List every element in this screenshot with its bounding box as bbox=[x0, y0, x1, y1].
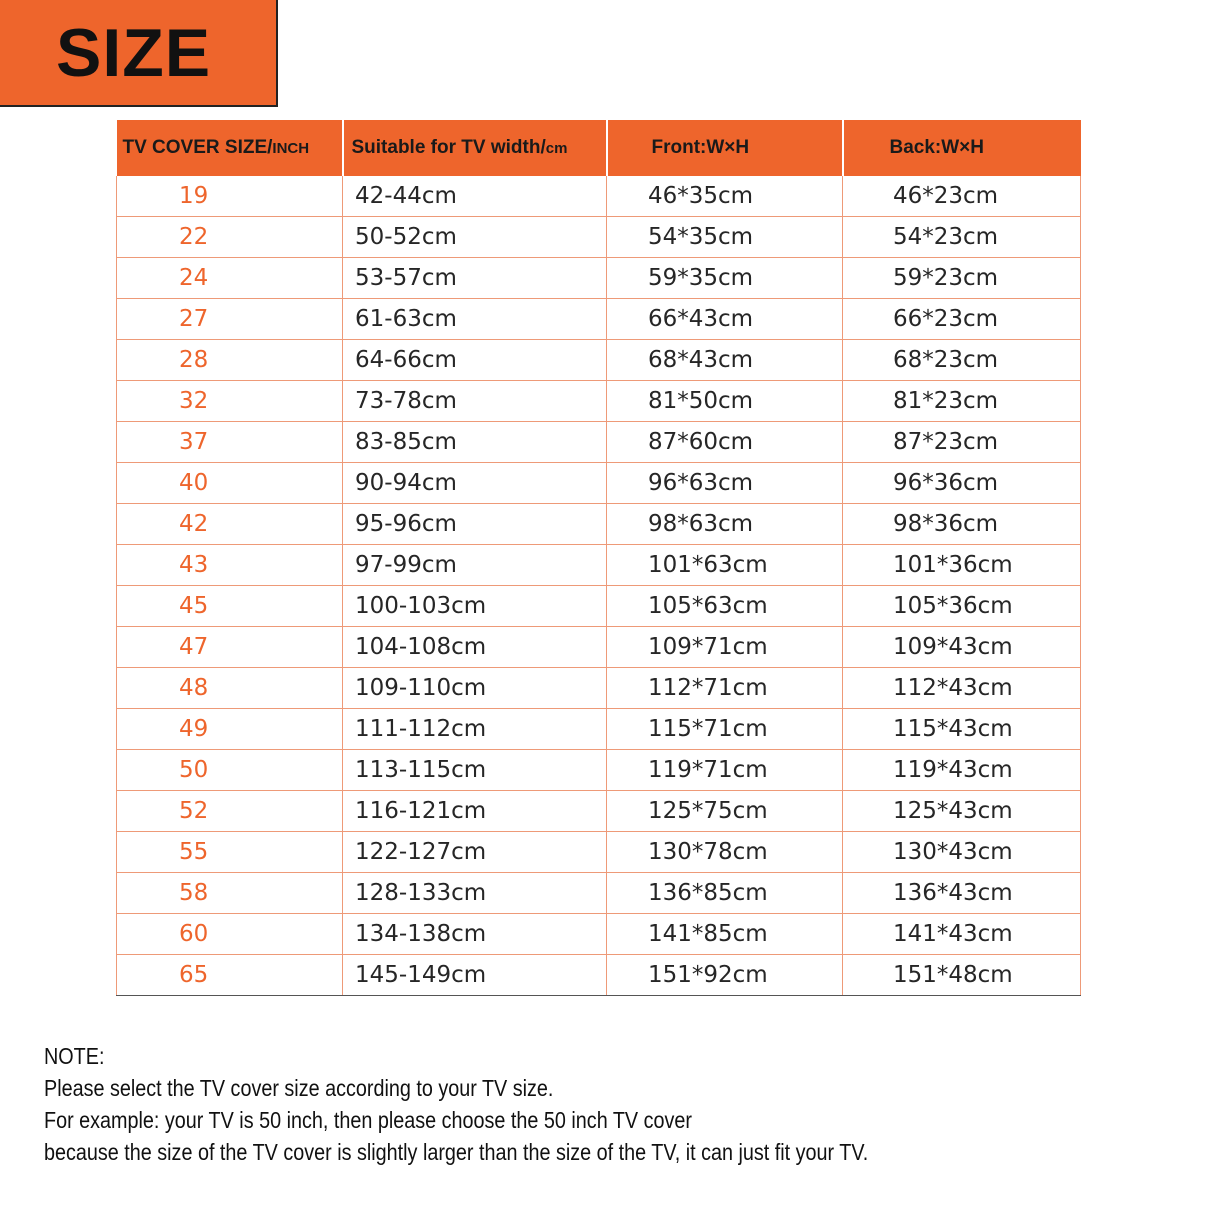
cell-front-size: 151*92cm bbox=[607, 955, 843, 996]
cell-back-size: 136*43cm bbox=[843, 873, 1081, 914]
cell-front-size: 141*85cm bbox=[607, 914, 843, 955]
cell-suitable-tv-width: 53-57cm bbox=[343, 258, 607, 299]
cell-suitable-tv-width: 83-85cm bbox=[343, 422, 607, 463]
cell-tv-cover-size: 60 bbox=[117, 914, 343, 955]
cell-back-size: 98*36cm bbox=[843, 504, 1081, 545]
header-tv-cover-size: TV COVER SIZE/INCH bbox=[117, 120, 343, 176]
table-row bbox=[117, 545, 1081, 586]
cell-tv-cover-size: 32 bbox=[117, 381, 343, 422]
cell-back-size: 130*43cm bbox=[843, 832, 1081, 873]
cell-back-size: 141*43cm bbox=[843, 914, 1081, 955]
cell-tv-cover-size: 22 bbox=[117, 217, 343, 258]
table-row bbox=[117, 504, 1081, 545]
note-line: because the size of the TV cover is slightly larger than the size of the TV, it can just fit your TV. bbox=[44, 1139, 869, 1165]
table-row bbox=[117, 586, 1081, 627]
cell-tv-cover-size: 24 bbox=[117, 258, 343, 299]
table-row bbox=[117, 914, 1081, 955]
cell-front-size: 115*71cm bbox=[607, 709, 843, 750]
header-suitable-tv-width: Suitable for TV width/cm bbox=[343, 120, 607, 176]
note-line: For example: your TV is 50 inch, then please choose the 50 inch TV cover bbox=[44, 1107, 692, 1133]
note-title: NOTE: bbox=[44, 1043, 105, 1069]
cell-front-size: 81*50cm bbox=[607, 381, 843, 422]
cell-back-size: 81*23cm bbox=[843, 381, 1081, 422]
cell-tv-cover-size: 65 bbox=[117, 955, 343, 996]
size-badge bbox=[0, 0, 278, 107]
cell-front-size: 109*71cm bbox=[607, 627, 843, 668]
table-header-row bbox=[117, 120, 1081, 176]
cell-back-size: 59*23cm bbox=[843, 258, 1081, 299]
cell-tv-cover-size: 28 bbox=[117, 340, 343, 381]
cell-front-size: 68*43cm bbox=[607, 340, 843, 381]
cell-back-size: 112*43cm bbox=[843, 668, 1081, 709]
cell-front-size: 130*78cm bbox=[607, 832, 843, 873]
cell-back-size: 119*43cm bbox=[843, 750, 1081, 791]
table-row bbox=[117, 709, 1081, 750]
cell-tv-cover-size: 40 bbox=[117, 463, 343, 504]
cell-front-size: 46*35cm bbox=[607, 176, 843, 217]
cell-suitable-tv-width: 111-112cm bbox=[343, 709, 607, 750]
cell-front-size: 101*63cm bbox=[607, 545, 843, 586]
cell-back-size: 87*23cm bbox=[843, 422, 1081, 463]
table-row bbox=[117, 422, 1081, 463]
table-row bbox=[117, 381, 1081, 422]
cell-front-size: 136*85cm bbox=[607, 873, 843, 914]
cell-front-size: 66*43cm bbox=[607, 299, 843, 340]
cell-suitable-tv-width: 50-52cm bbox=[343, 217, 607, 258]
cell-tv-cover-size: 55 bbox=[117, 832, 343, 873]
cell-front-size: 96*63cm bbox=[607, 463, 843, 504]
cell-back-size: 66*23cm bbox=[843, 299, 1081, 340]
table-row bbox=[117, 258, 1081, 299]
table-row bbox=[117, 299, 1081, 340]
table-row bbox=[117, 750, 1081, 791]
cell-tv-cover-size: 27 bbox=[117, 299, 343, 340]
cell-tv-cover-size: 37 bbox=[117, 422, 343, 463]
cell-tv-cover-size: 52 bbox=[117, 791, 343, 832]
table-row bbox=[117, 217, 1081, 258]
cell-front-size: 87*60cm bbox=[607, 422, 843, 463]
cell-back-size: 96*36cm bbox=[843, 463, 1081, 504]
cell-front-size: 112*71cm bbox=[607, 668, 843, 709]
table-row bbox=[117, 627, 1081, 668]
cell-suitable-tv-width: 109-110cm bbox=[343, 668, 607, 709]
header-front-size: Front:W×H bbox=[607, 120, 843, 176]
table-row bbox=[117, 463, 1081, 504]
cell-suitable-tv-width: 128-133cm bbox=[343, 873, 607, 914]
cell-tv-cover-size: 49 bbox=[117, 709, 343, 750]
cell-tv-cover-size: 45 bbox=[117, 586, 343, 627]
cell-back-size: 151*48cm bbox=[843, 955, 1081, 996]
cell-suitable-tv-width: 134-138cm bbox=[343, 914, 607, 955]
note-block bbox=[44, 1040, 868, 1168]
cell-suitable-tv-width: 145-149cm bbox=[343, 955, 607, 996]
cell-back-size: 115*43cm bbox=[843, 709, 1081, 750]
cell-tv-cover-size: 47 bbox=[117, 627, 343, 668]
cell-suitable-tv-width: 64-66cm bbox=[343, 340, 607, 381]
cell-back-size: 109*43cm bbox=[843, 627, 1081, 668]
note-line: Please select the TV cover size according to your TV size. bbox=[44, 1075, 554, 1101]
cell-tv-cover-size: 58 bbox=[117, 873, 343, 914]
cell-tv-cover-size: 50 bbox=[117, 750, 343, 791]
cell-suitable-tv-width: 116-121cm bbox=[343, 791, 607, 832]
cell-front-size: 54*35cm bbox=[607, 217, 843, 258]
cell-suitable-tv-width: 95-96cm bbox=[343, 504, 607, 545]
table-row bbox=[117, 176, 1081, 217]
cell-suitable-tv-width: 100-103cm bbox=[343, 586, 607, 627]
table-row bbox=[117, 791, 1081, 832]
cell-suitable-tv-width: 90-94cm bbox=[343, 463, 607, 504]
cell-tv-cover-size: 43 bbox=[117, 545, 343, 586]
table-body bbox=[117, 176, 1081, 996]
cell-front-size: 98*63cm bbox=[607, 504, 843, 545]
table-row bbox=[117, 873, 1081, 914]
cell-front-size: 59*35cm bbox=[607, 258, 843, 299]
size-chart-table bbox=[116, 120, 1081, 996]
cell-suitable-tv-width: 97-99cm bbox=[343, 545, 607, 586]
cell-back-size: 101*36cm bbox=[843, 545, 1081, 586]
cell-suitable-tv-width: 113-115cm bbox=[343, 750, 607, 791]
table-row bbox=[117, 668, 1081, 709]
cell-suitable-tv-width: 61-63cm bbox=[343, 299, 607, 340]
cell-back-size: 105*36cm bbox=[843, 586, 1081, 627]
cell-suitable-tv-width: 122-127cm bbox=[343, 832, 607, 873]
cell-tv-cover-size: 19 bbox=[117, 176, 343, 217]
cell-front-size: 105*63cm bbox=[607, 586, 843, 627]
cell-suitable-tv-width: 42-44cm bbox=[343, 176, 607, 217]
size-badge-label: SIZE bbox=[56, 15, 212, 91]
cell-tv-cover-size: 48 bbox=[117, 668, 343, 709]
cell-front-size: 125*75cm bbox=[607, 791, 843, 832]
cell-back-size: 54*23cm bbox=[843, 217, 1081, 258]
cell-front-size: 119*71cm bbox=[607, 750, 843, 791]
cell-back-size: 68*23cm bbox=[843, 340, 1081, 381]
table-row bbox=[117, 955, 1081, 996]
cell-back-size: 46*23cm bbox=[843, 176, 1081, 217]
table-row bbox=[117, 832, 1081, 873]
table-row bbox=[117, 340, 1081, 381]
cell-back-size: 125*43cm bbox=[843, 791, 1081, 832]
cell-suitable-tv-width: 73-78cm bbox=[343, 381, 607, 422]
cell-tv-cover-size: 42 bbox=[117, 504, 343, 545]
header-back-size: Back:W×H bbox=[843, 120, 1081, 176]
cell-suitable-tv-width: 104-108cm bbox=[343, 627, 607, 668]
